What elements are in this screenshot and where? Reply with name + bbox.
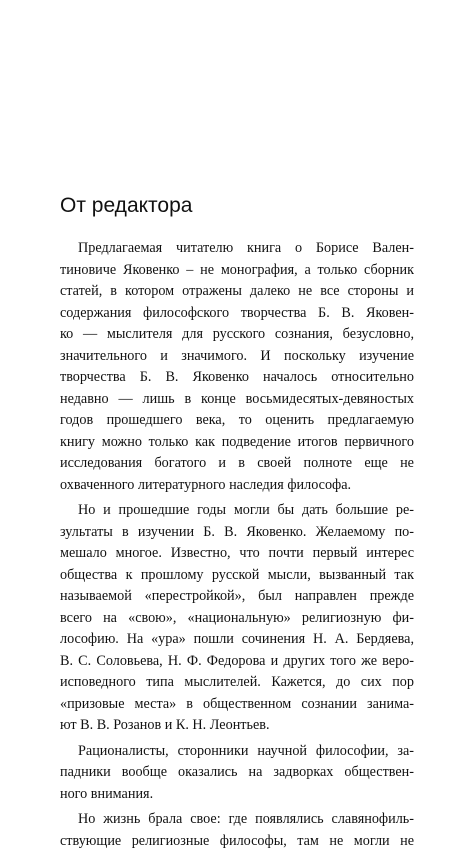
paragraph xyxy=(60,500,414,737)
text-line: содержания философского творчества Б. В. Яковен- xyxy=(60,304,414,321)
body-text xyxy=(60,238,414,856)
text-line: зультаты в изучении Б. В. Яковенко. Желаемому по- xyxy=(60,523,414,540)
text-line: всего на «свою», «национальную» религиозную фи- xyxy=(60,609,414,626)
text-line: Рационалисты, сторонники научной философии, за- xyxy=(78,742,414,759)
text-line: статей, в котором отражены далеко не все стороны и xyxy=(60,283,414,299)
chapter-heading: От редактора xyxy=(60,194,193,217)
text-line: Но и прошедшие годы могли бы дать большие ре- xyxy=(78,502,414,518)
text-line: мешало многое. Известно, что почти первый интерес xyxy=(60,545,414,561)
text-line: Предлагаемая читателю книга о Борисе Вален- xyxy=(78,240,414,256)
text-line: ного внимания. xyxy=(60,785,154,802)
text-line: недавно — лишь в конце восьмидесятых-девяностых xyxy=(60,390,414,407)
text-line: ко — мыслителя для русского сознания, безусловно, xyxy=(60,326,414,342)
text-line: охваченного литературного наследия философа. xyxy=(60,476,352,493)
text-line: ют В. В. Розанов и К. Н. Леонтьев. xyxy=(60,717,270,733)
text-line: общества к прошлому русской мысли, вызванный так xyxy=(60,566,414,583)
text-line: тиновиче Яковенко – не монография, а только сборник xyxy=(60,261,414,278)
text-line: В. С. Соловьева, Н. Ф. Федорова и других того же веро- xyxy=(60,652,414,669)
text-line: книгу можно только как подведение итогов первичного xyxy=(60,433,414,450)
text-line: падники вообще оказались на задворках обществен- xyxy=(60,764,414,780)
paragraph xyxy=(60,741,414,806)
paragraph xyxy=(60,809,414,852)
text-line: годов прошедшего века, то оценить предлагаемую xyxy=(60,412,414,428)
text-line: лософию. На «ура» пошли сочинения Н. А. Бердяева, xyxy=(60,631,414,647)
text-line: «призовые места» в общественном сознании занима- xyxy=(60,695,414,712)
text-line: называемой «перестройкой», был направлен прежде xyxy=(60,588,414,604)
text-line: исповедного типа мыслителей. Кажется, до сих пор xyxy=(60,674,414,690)
text-line: значительного и значимого. И поскольку изучение xyxy=(60,347,414,364)
text-line: Но жизнь брала свое: где появлялись славянофиль- xyxy=(78,811,414,827)
text-line: творчества Б. В. Яковенко началось относительно xyxy=(60,369,414,385)
text-line: ствующие религиозные философы, там не могли не xyxy=(60,832,414,849)
text-line: исследования богатого и в своей полноте еще не xyxy=(60,455,414,471)
paragraph xyxy=(60,238,414,496)
